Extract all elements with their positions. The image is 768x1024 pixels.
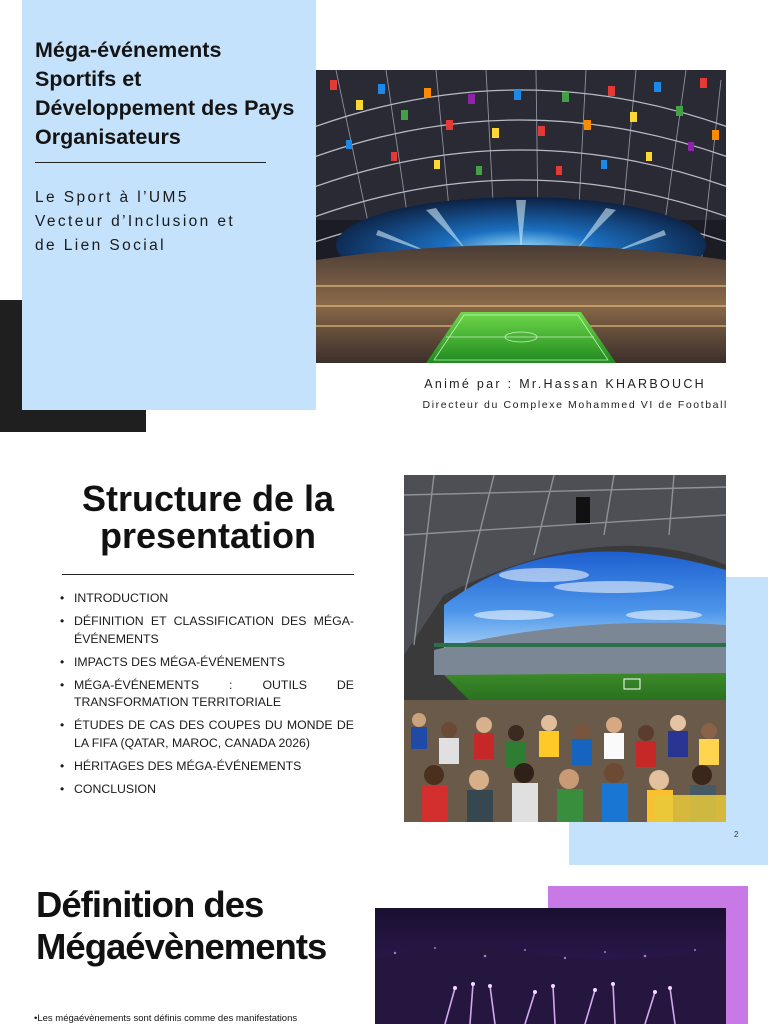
list-item: • CONCLUSION bbox=[60, 781, 354, 799]
subtitle-line: de Lien Social bbox=[35, 237, 166, 254]
stadium-crowd-photo bbox=[404, 475, 726, 822]
presenter-name: Animé par : Mr.Hassan KHARBOUCH bbox=[424, 377, 706, 391]
subtitle-line: Vecteur d’Inclusion et bbox=[35, 213, 236, 230]
page-number: 2 bbox=[734, 830, 739, 839]
title-line: Mégaévènements bbox=[36, 926, 327, 967]
title-divider bbox=[62, 574, 354, 575]
fireworks-photo bbox=[375, 908, 726, 1024]
list-item: • ÉTUDES DE CAS DES COUPES DU MONDE DE LA FIFA (QATAR, MAROC, CANADA 2026) bbox=[60, 717, 354, 752]
list-item: • HÉRITAGES DES MÉGA-ÉVÉNEMENTS bbox=[60, 758, 354, 776]
list-item: • INTRODUCTION bbox=[60, 590, 354, 608]
title-line: Structure de la bbox=[81, 478, 335, 519]
slide1-title: Méga-événements Sportifs et Développement des Pays Organisateurs bbox=[35, 38, 295, 149]
slide2-title bbox=[58, 480, 358, 554]
outline-list bbox=[60, 590, 354, 804]
stadium-night-photo bbox=[316, 70, 726, 363]
list-item: • IMPACTS DES MÉGA-ÉVÉNEMENTS bbox=[60, 654, 354, 672]
slide1-subtitle bbox=[35, 186, 305, 258]
slide3-body-text: •Les mégaévènements sont définis comme des manifestations bbox=[34, 1013, 298, 1024]
presenter-role: Directeur du Complexe Mohammed VI de Football bbox=[422, 399, 728, 411]
slide3-title bbox=[36, 884, 366, 968]
title-divider bbox=[35, 162, 266, 163]
subtitle-line: Le Sport à l’UM5 bbox=[35, 189, 189, 206]
title-line: presentation bbox=[99, 515, 317, 556]
list-item: • DÉFINITION ET CLASSIFICATION DES MÉGA-ÉVÉNEMENTS bbox=[60, 613, 354, 648]
list-item: • MÉGA-ÉVÉNEMENTS : OUTILS DE TRANSFORMATION TERRITORIALE bbox=[60, 677, 354, 712]
title-line: Définition des bbox=[36, 884, 264, 925]
